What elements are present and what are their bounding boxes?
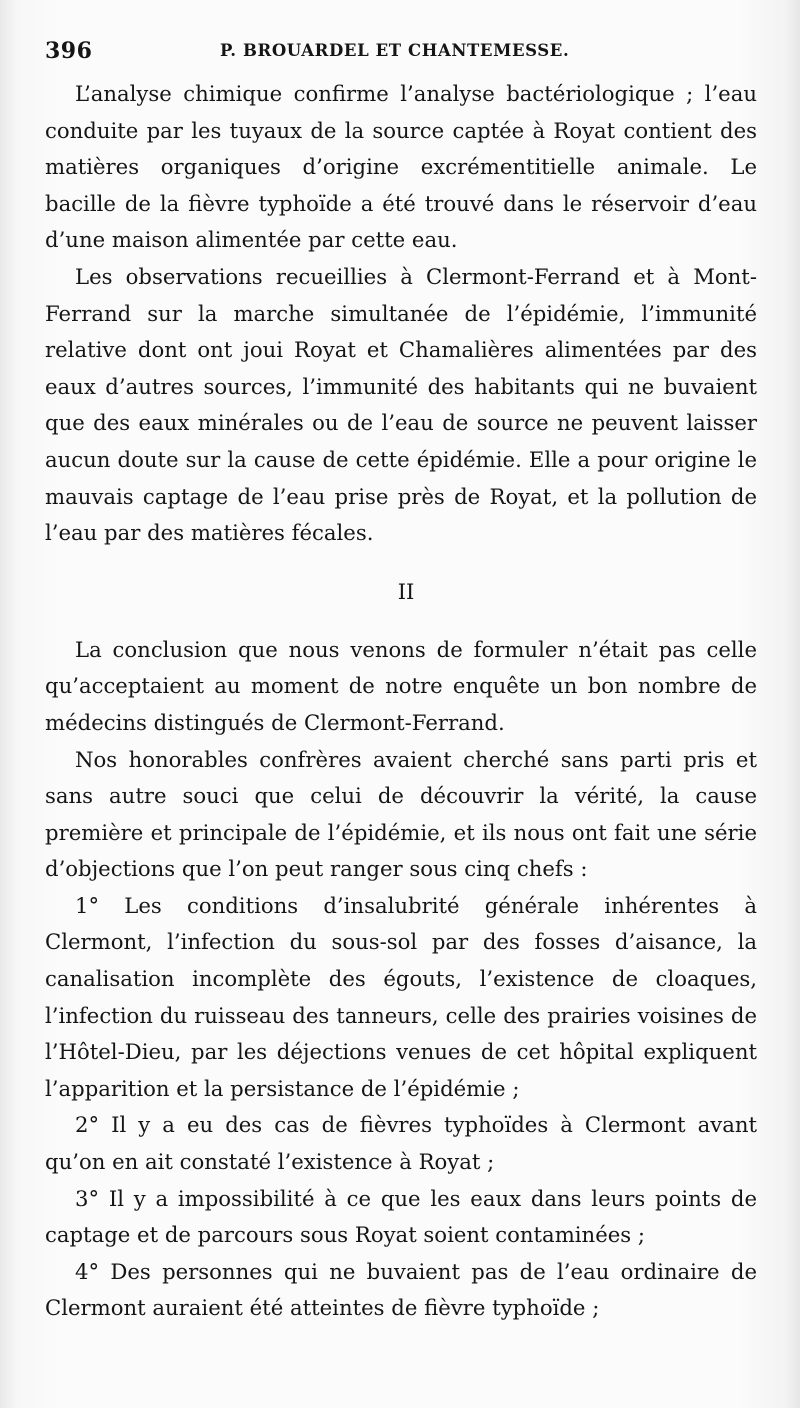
paragraph: Les observations recueillies à Clermont-Ferrand et à Mont-Ferrand sur la marche simultanée de l’épidémie, l’immunité relative dont ont joui Royat et Chamalières alimentées par des eaux d’autres sources, l’immunité des habitants qui ne buvaient que des eaux minérales ou de l’eau de source ne peuvent laisser aucun doute sur la cause de cette épidémie. Elle a pour origine le mauvais captage de l’eau prise près de Royat, et la pollution de l’eau par des matières fécales. bbox=[45, 263, 757, 546]
page-number: 396 bbox=[45, 38, 93, 64]
page-header bbox=[45, 38, 755, 66]
list-item: 1° Les conditions d’insalubrité générale inhérentes à Clermont, l’infection du sous-sol par des fosses d’aisance, la canalisation incomplète des égouts, l’existence de cloaques, l’infection du ruisseau des tanneurs, celle des prairies voisines de l’Hôtel-Dieu, par les déjections venues de cet hôpital expliquent l’apparition et la persistance de l’épidémie ; bbox=[45, 892, 757, 1101]
paragraph: La conclusion que nous venons de formuler n’était pas celle qu’acceptaient au moment de notre enquête un bon nombre de médecins distingués de Clermont-Ferrand. bbox=[45, 636, 757, 735]
list-item: 4° Des personnes qui ne buvaient pas de l’eau ordinaire de Clermont auraient été atteintes de fièvre typhoïde ; bbox=[45, 1258, 757, 1321]
running-head: P. BROUARDEL ET CHANTEMESSE. bbox=[220, 41, 570, 60]
list-item: 3° Il y a impossibilité à ce que les eaux dans leurs points de captage et de parcours sous Royat soient contaminées ; bbox=[45, 1185, 757, 1248]
list-item: 2° Il y a eu des cas de fièvres typhoïdes à Clermont avant qu’on en ait constaté l’existence à Royat ; bbox=[45, 1112, 757, 1175]
section-heading: II bbox=[397, 579, 415, 604]
paragraph: L’analyse chimique confirme l’analyse bactériologique ; l’eau conduite par les tuyaux de la source captée à Royat contient des matières organiques d’origine excrémentitielle animale. Le bacille de la fièvre typhoïde a été trouvé dans le réservoir d’eau d’une maison alimentée par cette eau. bbox=[45, 81, 757, 253]
page-body bbox=[45, 76, 757, 1327]
paragraph: Nos honorables confrères avaient cherché sans parti pris et sans autre souci que celui de découvrir la vérité, la cause première et principale de l’épidémie, et ils nous ont fait une série d’objections que l’on peut ranger sous cinq chefs : bbox=[45, 746, 757, 882]
